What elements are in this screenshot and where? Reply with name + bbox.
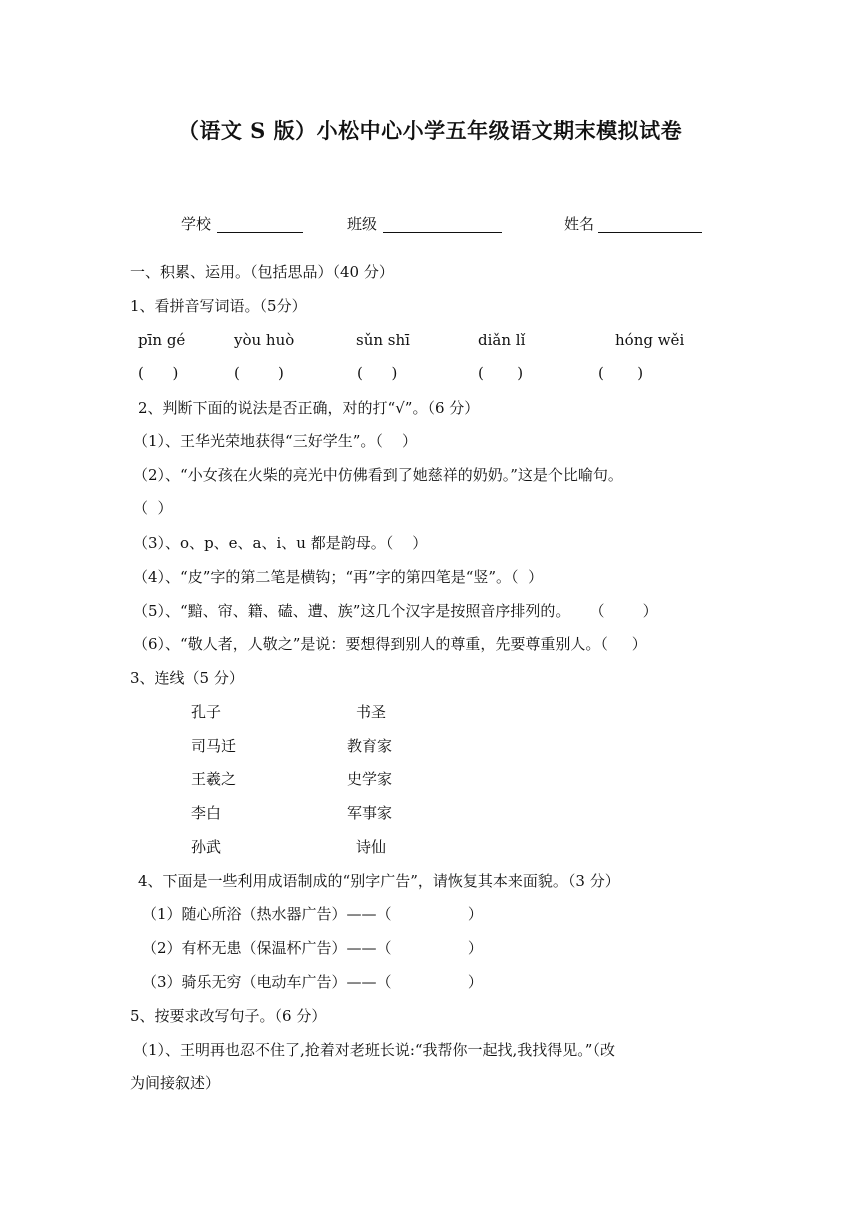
pinyin-item: sǔn shī [356,331,410,349]
section-heading: 一、积累、运用。（包括思品）（40 分） [130,263,394,281]
match-right-item: 史学家 [347,770,393,788]
class-label: 班级 [347,215,378,233]
idiom-item: （3）骑乐无穷（电动车广告）——（ ） [142,973,483,991]
match-left-item: 司马迁 [191,737,237,755]
match-right-item: 诗仙 [356,838,387,856]
match-left-item: 李白 [191,804,222,822]
question-3-title: 3、连线（5 分） [130,669,244,687]
school-blank [217,232,303,233]
page-title: （语文 S 版）小松中心小学五年级语文期末模拟试卷 [177,118,683,143]
idiom-item: （2）有杯无患（保温杯广告）——（ ） [142,939,483,957]
class-blank [383,232,502,233]
rewrite-item: （1）、王明再也忍不住了,抢着对老班长说:“我帮你一起找,我找得见。”（改 [133,1041,615,1059]
judgement-item: （5）、“黯、帘、籍、磕、遭、族”这几个汉字是按照音序排列的。 （ ） [133,602,658,620]
match-right-item: 教育家 [347,737,393,755]
rewrite-item-continued: 为间接叙述） [130,1074,221,1092]
judgement-item: （1）、王华光荣地获得“三好学生”。（ ） [133,432,417,450]
judgement-item: （3）、o、p、e、a、i、u 都是韵母。（ ） [133,534,428,552]
answer-blank[interactable]: ( ) [357,364,398,382]
match-right-item: 军事家 [347,804,393,822]
question-2-title: 2、判断下面的说法是否正确，对的打“√”。（6 分） [138,399,480,417]
question-1-title: 1、看拼音写词语。（5分） [130,297,307,315]
judgement-item: （4）、“皮”字的第二笔是横钩；“再”字的第四笔是“竖”。（ ） [133,568,544,586]
judgement-item: （2）、“小女孩在火柴的亮光中仿佛看到了她慈祥的奶奶。”这是个比喻句。 [133,466,623,484]
answer-blank[interactable]: ( ) [598,364,644,382]
school-label: 学校 [181,215,212,233]
idiom-item: （1）随心所浴（热水器广告）——（ ） [142,905,483,923]
match-left-item: 王羲之 [191,770,237,788]
name-blank [598,232,702,233]
pinyin-item: diǎn lǐ [478,331,526,349]
match-left-item: 孔子 [191,703,222,721]
match-right-item: 书圣 [356,703,387,721]
pinyin-item: yòu huò [234,331,295,349]
answer-blank[interactable]: ( ) [138,364,179,382]
question-4-title: 4、下面是一些利用成语制成的“别字广告”，请恢复其本来面貌。（3 分） [138,872,620,890]
question-5-title: 5、按要求改写句子。（6 分） [130,1007,327,1025]
answer-blank[interactable]: ( ) [478,364,524,382]
match-left-item: 孙武 [191,838,222,856]
judgement-item: （ ） [133,499,173,517]
judgement-item: （6）、“敬人者，人敬之”是说：要想得到别人的尊重，先要尊重别人。（ ） [133,635,647,653]
answer-blank[interactable]: ( ) [234,364,284,382]
pinyin-item: pīn gé [138,331,186,349]
pinyin-item: hóng wěi [615,331,685,349]
name-label: 姓名 [564,215,595,233]
